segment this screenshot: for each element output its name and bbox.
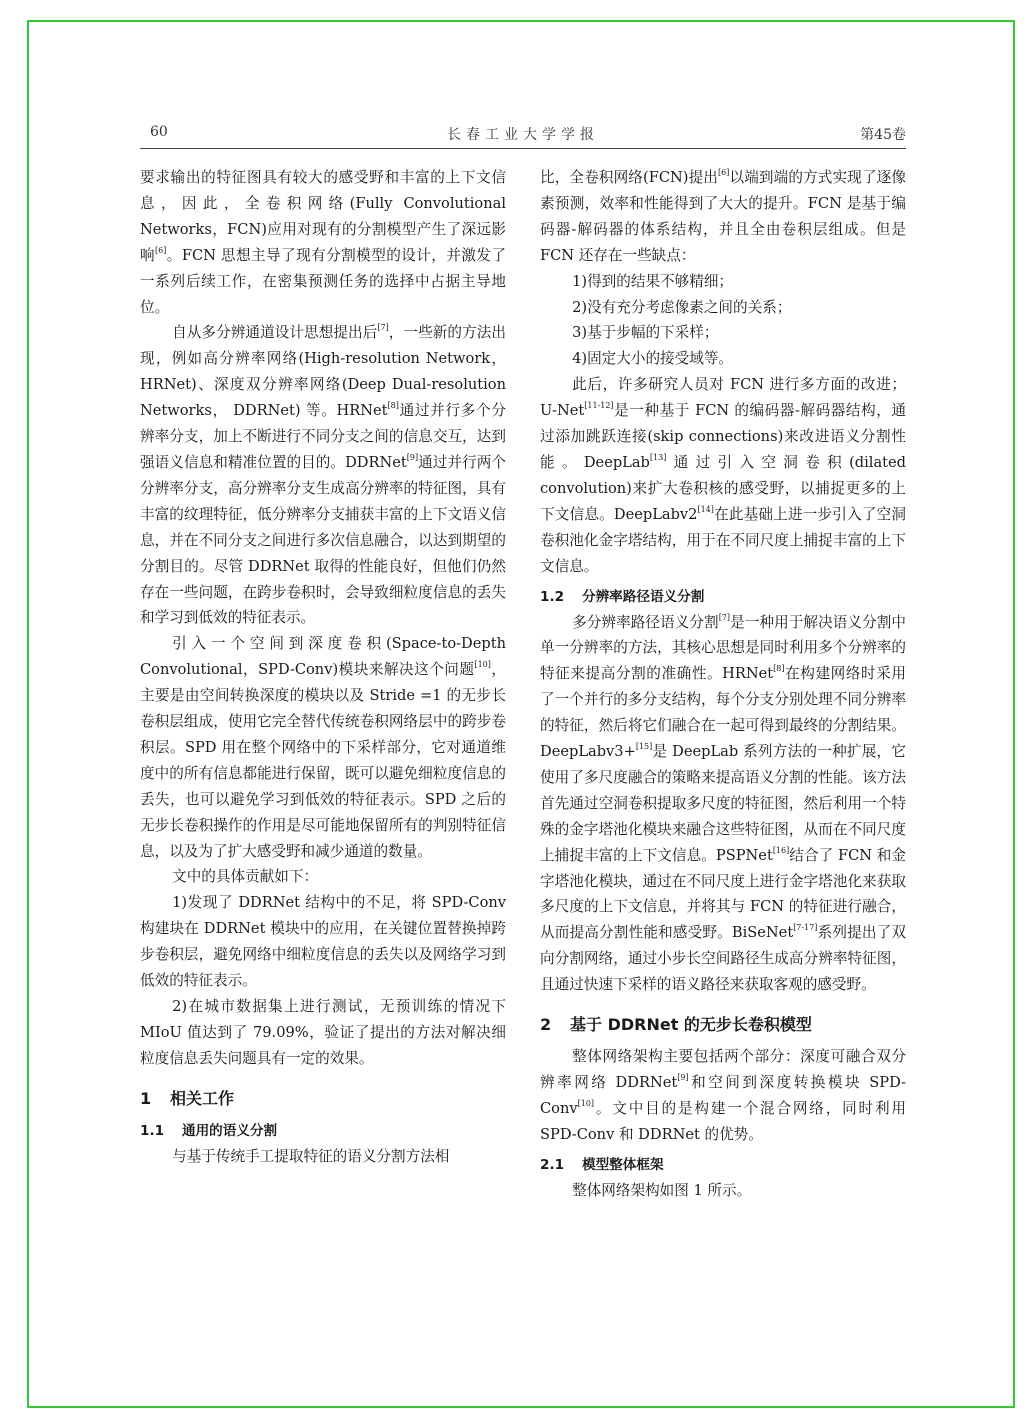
subsection-heading: 1.2 分辨率路径语义分割 [540, 588, 705, 605]
citation: [9] [677, 1073, 689, 1082]
citation: [13] [649, 452, 667, 462]
citation: [15] [635, 742, 653, 752]
page-number: 60 [150, 124, 168, 140]
subsection-heading: 2.1 模型整体框架 [540, 1156, 664, 1173]
section-heading: 2 基于 DDRNet 的无步长卷积模型 [540, 1015, 812, 1035]
citation: [8] [387, 401, 399, 411]
citation: [9] [406, 452, 419, 462]
paragraph: 文中的具体贡献如下： [172, 868, 319, 886]
paragraph: 整体网络架构如图 1 所示。 [572, 1181, 752, 1199]
citation: [8] [773, 664, 785, 674]
list-item: 4)固定大小的接受域等。 [572, 350, 734, 368]
paragraph: 整体网络架构主要包括两个部分：深度可融合双分辨率网络 DDRNet[9]和空间到深度转换模块 SPD-Conv[10]。文中目的是构建一个混合网络，同时利用 SPD-Conv 和 DDRNet 的优势。 [540, 1048, 906, 1143]
left-column [140, 165, 506, 1170]
citation: [10] [577, 1098, 595, 1108]
citation: [6] [155, 245, 167, 255]
paragraph: 自从多分辨通道设计思想提出后[7]，一些新的方法出现，例如高分辨率网络(High-resolution Network，HRNet)、深度双分辨率网络(Deep Dual-resolution Networks， DDRNet) 等。HRNet[8]通过并行多个分辨率分支，加上不断进行不同分支之间的信息交互，达到强语义信息和精准位置的目的。DDRNet[9]通过并行两个分辨率分支，高分辨率分支生成高分辨率的特征图，具有丰富的纹理特征，低分辨率分支捕获丰富的上下文语义信息，并在不同分支之间进行多次信息融合，以达到期望的分割目的。尽管 DDRNet 取得的性能良好，但他们仍然存在一些问题，在跨步卷积时，会导致细粒度信息的丢失和学习到低效的特征表示。 [140, 323, 506, 627]
list-item: 2)没有充分考虑像素之间的关系； [572, 298, 792, 316]
citation: [16] [772, 845, 790, 855]
citation: [10] [474, 660, 491, 670]
citation: [7-17] [793, 923, 818, 933]
paragraph: 此后，许多研究人员对 FCN 进行多方面的改进；U-Net[11-12]是一种基于 FCN 的编码器-解码器结构，通过添加跳跃连接(skip connections)来改进语义分割性能。DeepLab[13]通过引入空洞卷积(dilated convolution)来扩大卷积核的感受野，以捕捉更多的上下文信息。DeepLabv2[14]在此基础上进一步引入了空洞卷积池化金字塔结构，用于在不同尺度上捕捉丰富的上下文信息。 [540, 376, 906, 575]
paragraph: 引入一个空间到深度卷积(Space-to-Depth Convolutional，SPD-Conv)模块来解决这个问题[10]，主要是由空间转换深度的模块以及 Stride =1 的无步长卷积层组成，使用它完全替代传统卷积网络层中的跨步卷积层。SPD 用在整个网络中的下采样部分，它对通道维度中的所有信息都能进行保留，既可以避免细粒度信息的丢失，也可以避免学习到低效的特征表示。SPD 之后的无步长卷积操作的作用是尽可能地保留所有的判别特征信息，以及为了扩大感受野和减少通道的数量。 [140, 635, 506, 860]
contribution-item: 2)在城市数据集上进行测试，无预训练的情况下 MIoU 值达到了 79.09%，验证了提出的方法对解决细粒度信息丢失问题具有一定的效果。 [140, 998, 506, 1067]
journal-name: 长春工业大学学报 [447, 127, 599, 143]
paragraph: 与基于传统手工提取特征的语义分割方法相 [172, 1147, 450, 1165]
paragraph: 要求输出的特征图具有较大的感受野和丰富的上下文信息，因此，全卷积网络(Fully Convolutional Networks，FCN)应用对现有的分割模型产生了深远影响[6]。FCN 思想主导了现有分割模型的设计，并激发了一系列后续工作，在密集预测任务的选择中占据主导地位。 [140, 169, 506, 316]
citation: [11-12] [584, 401, 614, 411]
list-item: 1)得到的结果不够精细； [572, 272, 734, 290]
running-header [140, 124, 906, 148]
contribution-item: 1)发现了 DDRNet 结构中的不足，将 SPD-Conv 构建块在 DDRNet 模块中的应用，在关键位置替换掉跨步卷积层，避免网络中细粒度信息的丢失以及网络学习到低效的特征表示。 [140, 894, 506, 990]
section-heading: 1 相关工作 [140, 1088, 235, 1108]
volume-number: 第45卷 [860, 127, 906, 143]
subsection-heading: 1.1 通用的语义分割 [140, 1122, 278, 1139]
citation: [7] [718, 612, 731, 622]
citation: [7] [377, 323, 389, 333]
paragraph: 比，全卷积网络(FCN)提出[6]以端到端的方式实现了逐像素预测，效率和性能得到了大大的提升。FCN 是基于编码器-解码器的体系结构，并且全由卷积层组成。但是 FCN 还存在一些缺点： [540, 168, 906, 264]
list-item: 3)基于步幅的下采样； [572, 324, 719, 342]
citation: [14] [697, 504, 714, 514]
paragraph: 多分辨率路径语义分割[7]是一种用于解决语义分割中单一分辨率的方法，其核心思想是同时利用多个分辨率的特征来提高分割的准确性。HRNet[8]在构建网络时采用了一个并行的多分支结构，每个分支分别处理不同分辨率的特征，然后将它们融合在一起可得到最终的分割结果。DeepLabv3+[15]是 DeepLab 系列方法的一种扩展，它使用了多尺度融合的策略来提高语义分割的性能。该方法首先通过空洞卷积提取多尺度的特征图，然后利用一个特殊的金字塔池化模块来融合这些特征图，从而在不同尺度上捕捉丰富的上下文信息。PSPNet[16]结合了 FCN 和金字塔池化模块，通过在不同尺度上进行金字塔池化来获取多尺度的上下文信息，并将其与 FCN 的特征进行融合，从而提高分割性能和感受野。BiSeNet[7-17]系列提出了双向分割网络，通过小步长空间路径生成高分辨率特征图，且通过快速下采样的语义路径来获取客观的感受野。 [540, 612, 906, 994]
header-rule [140, 148, 906, 149]
citation: [6] [718, 168, 730, 177]
right-column [540, 165, 906, 1204]
